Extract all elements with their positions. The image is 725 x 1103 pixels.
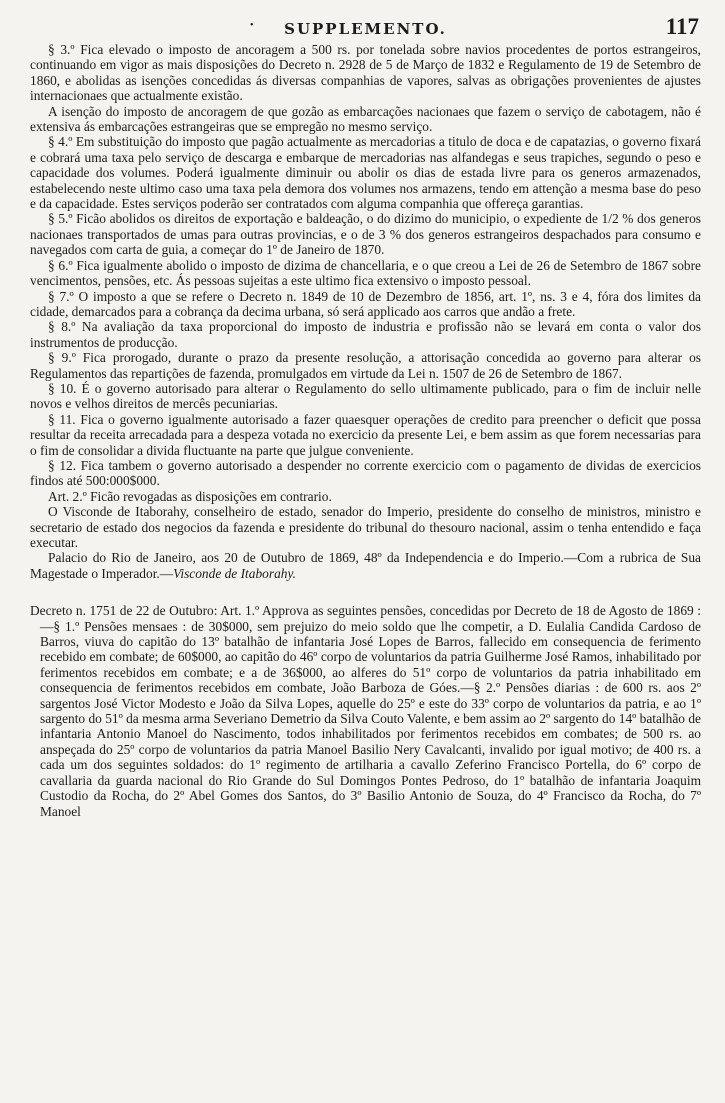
paragraph-3: § 3.º Fica elevado o imposto de ancoragem a 500 rs. por tonelada sobre navios procedentes de portos estrangeiros, continuando em vigor as mais disposições do Decreto n. 2928 de 5 de Março de 1832 e Regulamento de 19 de Setembro de 1860, e abolidas as isenções concedidas ás diversas companhias de vapores, salvas as obrigações provenientes de ajustes internacionaes que actualmente existão. <box>30 42 701 104</box>
paragraph-8: § 8.º Na avaliação da taxa proporcional do imposto de industria e profissão não se levará em conta o valor dos instrumentos de producção. <box>30 319 701 350</box>
paragraph-4: § 4.º Em substituição do imposto que pagão actualmente as mercadorias a titulo de doca e de capatazias, o governo fixará e cobrará uma taxa pelo serviço de descarga e embarque de mercadorias nas alfandegas e seus trapiches, segundo o peso e capacidade dos volumes. Poderá igualmente diminuir ou abolir os dias de estada livre para os generos armazenados, estabelecendo neste ultimo caso uma taxa pela demora dos volumes nos armazens, tendo em attenção a mesma base do peso e da capacidade. Estes serviços poderão ser contratados com alguma companhia que offereça garantias. <box>30 134 701 212</box>
dating-clause <box>30 550 701 581</box>
paragraph-3-note: A isenção do imposto de ancoragem de que gozão as embarcações nacionaes que fazem o serviço de cabotagem, não é extensiva ás embarcações estrangeiras que se empregão no mesmo serviço. <box>30 103 701 135</box>
paragraph-9: § 9.º Fica prorogado, durante o prazo da presente resolução, a attorisação concedida ao governo para alterar os Regulamentos das repartições de fazenda, promulgados em virtude da Lei n. 1507 de 26 de Setembro de 1867. <box>30 350 701 381</box>
decree-section <box>30 603 701 819</box>
decree-1751: Decreto n. 1751 de 22 de Outubro: Art. 1.º Approva as seguintes pensões, concedidas por Decreto de 18 de Agosto de 1869 :—§ 1.º Pensões mensaes : de 30$000, sem prejuizo do meio soldo que lhe competir, a D. Eulalia Candida Cardoso de Barros, viuva do capitão do 13º batalhão de infantaria José Lopes de Barros, fallecido em consequencia de ferimento recebido em combate; de 60$000, ao capitão do 46º corpo de voluntarios da patria Guilherme José Ramos, inhabilitado por ferimentos recebidos em combate; e a de 36$000, ao alferes do 51º corpo de voluntarios da patria inhabilitado em consequencia de ferimentos recebidos em combate, João Barboza de Góes.—§ 2.º Pensões diarias : de 600 rs. aos 2º sargentos José Victor Modesto e João da Silva Lopes, aquelle do 25º e este do 33º corpo de voluntarios da patria, e ao 1º sargento do 51º da mesma arma Severiano Demetrio da Silva Couto Valente, e bem assim ao 2º sargento do 14º batalhão de infantaria Antonio Manoel do Nascimento, todos inhabilitados por ferimentos recebidos em combates; de 500 rs. ao anspeçada do 25º corpo de voluntarios da patria Manoel Basilio Nery Cavalcanti, invalido por igual motivo; de 400 rs. a cada um dos seguintes soldados: do 1º regimento de artilharia a cavallo Zeferino Francisco Portella, do 6º corpo de cavallaria da guarda nacional do Rio Grande do Sul Domingos Pontes Pedroso, do 1º batalhão de infantaria Joaquim Custodio da Rocha, do 2º Abel Gomes dos Santos, do 3º Basilio Antonio de Souza, do 4º Francisco da Rocha, do 7º Manoel <box>30 603 701 819</box>
paragraph-12: § 12. Fica tambem o governo autorisado a despender no corrente exercicio com o pagamento de dividas de exercicios findos até 500:000$000. <box>30 457 701 489</box>
header-mark: • <box>250 20 254 31</box>
running-title: SUPPLEMENTO. <box>284 20 447 38</box>
law-section <box>30 42 701 581</box>
paragraph-6: § 6.º Fica igualmente abolido o imposto de dizima de chancellaria, e o que creou a Lei de 26 de Setembro de 1867 sobre vencimentos, pensões, etc. Ás pessoas sujeitas a este ultimo fica extensivo o imposto pessoal. <box>30 257 701 289</box>
paragraph-11: § 11. Fica o governo igualmente autorisado a fazer quaesquer operações de credito para preencher o deficit que possa resultar da receita arrecadada para a despeza votada no exercicio da presente Lei, e bem assim as que forem necessarias para o fim de consolidar a divida fluctuante na parte que julgue conveniente. <box>30 411 701 458</box>
signature: Visconde de Itaborahy. <box>173 565 297 581</box>
paragraph-7: § 7.º O imposto a que se refere o Decreto n. 1849 de 10 de Dezembro de 1856, art. 1º, ns. 3 e 4, fóra dos limites da cidade, demarcados para a cobrança da decima urbana, só será applicado aos carros que andão a frete. <box>30 288 701 319</box>
article-2: Art. 2.º Ficão revogadas as disposições em contrario. <box>48 488 332 504</box>
page-header <box>30 14 701 42</box>
paragraph-10: § 10. É o governo autorisado para alterar o Regulamento do sello ultimamente publicado, para o fim de incluir nelle novos e velhos direitos de mercês pecuniarias. <box>30 380 701 412</box>
execution-clause: O Visconde de Itaborahy, conselheiro de estado, senador do Imperio, presidente do conselho de ministros, ministro e secretario de estado dos negocios da fazenda e presidente do tribunal do thesouro nacional, assim o tenha entendido e faça executar. <box>30 504 701 550</box>
paragraph-5: § 5.º Ficão abolidos os direitos de exportação e baldeação, o do dizimo do municipio, o expediente de 1/2 % dos generos nacionaes transportados de umas para outras provincias, e o de 3 % dos generos estrangeiros despachados para consumo e navegados com carta de guia, a começar do 1º de Janeiro de 1870. <box>30 211 701 258</box>
page-number: 117 <box>665 14 699 39</box>
dating-text: Palacio do Rio de Janeiro, aos 20 de Outubro de 1869, 48º da Independencia e do Imperio.—Com a rubrica de Sua Magestade o Imperador.— <box>30 550 701 581</box>
